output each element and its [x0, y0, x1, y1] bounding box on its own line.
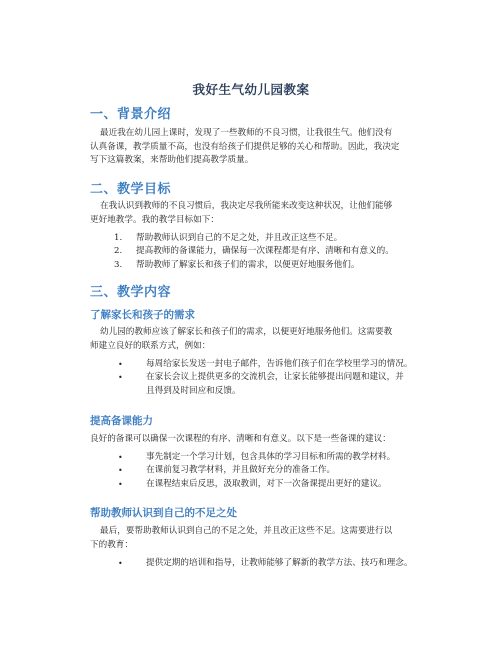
- list-number: 3.: [114, 259, 123, 270]
- section-heading-background: 一、背景介绍: [90, 107, 172, 122]
- text-line: 最近我在幼儿园上课时，发现了一些教师的不良习惯，让我很生气。他们没有: [100, 128, 393, 138]
- list-text: 每周给家长发送一封电子邮件，告诉他们孩子们在学校里学习的情况。: [146, 359, 413, 369]
- list-text: 在课程结束后反思，汲取教训，对下一次备课提出更好的建议。: [146, 478, 387, 489]
- bullet-icon: •: [118, 373, 123, 383]
- section-heading-goals: 二、教学目标: [90, 182, 172, 197]
- text-line: 师建立良好的联系方式，例如：: [90, 340, 211, 351]
- subheading-shortcomings: 帮助教师认识到自己的不足之处: [90, 507, 237, 519]
- section-heading-content: 三、教学内容: [90, 285, 172, 300]
- list-item: [118, 358, 438, 371]
- paragraph-prep: [90, 433, 420, 447]
- text-line: 更好地教学。我的教学目标如下：: [90, 214, 219, 225]
- list-text: 且得到及时回应和反馈。: [146, 385, 241, 396]
- list-item: [118, 557, 438, 570]
- text-line: 幼儿园的教师应该了解家长和孩子们的需求，以便更好地服务他们。这需要教: [100, 327, 393, 337]
- paragraph-shortcomings: [90, 525, 420, 552]
- subheading-prep: 提高备课能力: [90, 415, 153, 427]
- list-number: 1.: [114, 233, 123, 243]
- text-line: 在我认识到教师的不良习惯后，我决定尽我所能来改变这种状况，让他们能够: [100, 201, 393, 211]
- list-item: [114, 259, 434, 272]
- list-item: [118, 451, 438, 464]
- bullet-icon: •: [118, 479, 123, 489]
- subheading-needs: 了解家长和孩子的需求: [90, 309, 195, 321]
- bullet-icon: •: [118, 559, 123, 568]
- bullet-icon: •: [118, 466, 123, 476]
- bullet-icon: •: [118, 453, 123, 462]
- list-text: 提供定期的培训和指导，让教师能够了解新的教学方法、技巧和理念。: [146, 558, 413, 568]
- list-text: 帮助教师认识到自己的不足之处，并且改正这些不足。: [136, 233, 343, 243]
- list-number: 2.: [114, 246, 123, 257]
- paragraph-background: [90, 127, 420, 168]
- goals-list: [114, 232, 434, 272]
- needs-list: [118, 358, 438, 398]
- list-text: 帮助教师了解家长和孩子们的需求，以便更好地服务他们。: [136, 259, 360, 270]
- paragraph-goals: [90, 200, 420, 227]
- prep-list: [118, 451, 438, 491]
- page-title: 我好生气幼儿园教案: [192, 82, 310, 97]
- text-line: 写下这篇教案，来帮助他们提高教学质量。: [90, 155, 254, 165]
- text-line: 下的教育：: [90, 539, 133, 550]
- list-text: 在课前复习教学材料，并且做好充分的准备工作。: [146, 465, 336, 476]
- list-item: [114, 232, 434, 245]
- bullet-icon: •: [118, 360, 123, 369]
- text-line: 良好的备课可以确保一次课程的有序、清晰和有意义。以下是一些备课的建议：: [90, 434, 391, 444]
- list-item: [118, 371, 438, 384]
- list-text: 事先制定一个学习计划，包含具体的学习目标和所需的教学材料。: [146, 452, 396, 462]
- list-item-continued: [118, 385, 438, 398]
- list-item: [118, 478, 438, 491]
- list-text: 提高教师的备课能力，确保每一次课程都是有序、清晰和有意义的。: [136, 246, 394, 257]
- list-text: 在家长会议上提供更多的交流机会，让家长能够提出问题和建议，并: [146, 372, 404, 383]
- text-line: 最后，要帮助教师认识到自己的不足之处，并且改正这些不足。这需要进行以: [100, 526, 393, 536]
- bullet-spacer: [118, 385, 146, 398]
- text-line: 认真备课，教学质量不高，也没有给孩子们提供足够的关心和帮助。因此，我决定: [90, 141, 400, 152]
- list-item: [114, 245, 434, 258]
- paragraph-needs: [90, 326, 420, 353]
- shortcomings-list: [118, 557, 438, 570]
- list-item: [118, 464, 438, 477]
